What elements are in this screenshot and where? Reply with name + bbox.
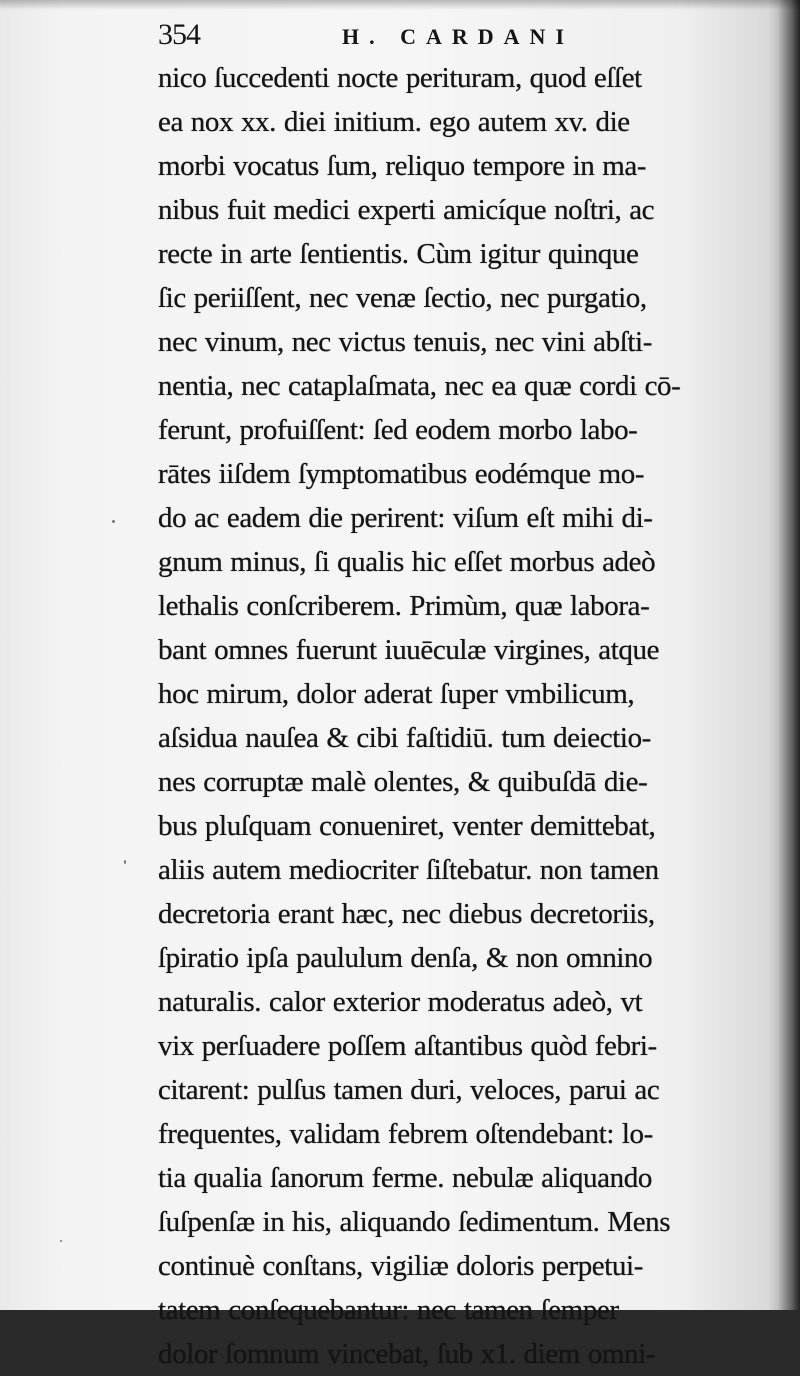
text-line: ferunt, profuiſſent: ſed eodem morbo labo- [158, 414, 638, 446]
text-line: nico ſuccedenti nocte perituram, quod eſſet [158, 62, 642, 94]
text-line: bus pluſquam conueniret, venter demittebat, [158, 810, 656, 842]
text-line: tia qualia ſanorum ferme. nebulæ aliquando [158, 1162, 652, 1194]
text-line: gnum minus, ſi qualis hic eſſet morbus adeò [158, 546, 656, 578]
page-gutter-shadow [778, 0, 800, 1310]
text-line: recte in arte ſentientis. Cùm igitur quinque [158, 238, 639, 270]
text-line: naturalis. calor exterior moderatus adeò, vt [158, 986, 643, 1018]
running-head: H. CARDANI [342, 24, 574, 49]
text-line: continuè conſtans, vigiliæ doloris perpetui- [158, 1250, 643, 1282]
text-line: morbi vocatus ſum, reliquo tempore in ma- [158, 150, 647, 182]
paper-speck [60, 1240, 62, 1242]
text-line: bant omnes fuerunt iuuēculæ virgines, atque [158, 634, 660, 666]
text-line: aſsidua nauſea & cibi faſtidiū. tum deiectio- [158, 722, 651, 754]
text-line: nes corruptæ malè olentes, & quibuſdā die- [158, 766, 648, 798]
paper-speck [112, 520, 115, 523]
text-line: decretoria erant hæc, nec diebus decretoriis, [158, 898, 655, 930]
text-line: ea nox xx. diei initium. ego autem xv. die [158, 106, 630, 138]
body-text [158, 56, 758, 1376]
text-line: do ac eadem die perirent: viſum eſt mihi di- [158, 502, 653, 534]
text-line: ſic periiſſent, nec venæ ſectio, nec purgatio, [158, 282, 647, 314]
text-line: ſuſpenſæ in his, aliquando ſedimentum. Mens [158, 1206, 671, 1238]
paper-speck [124, 860, 126, 864]
text-line: lethalis conſcriberem. Primùm, quæ labora- [158, 590, 650, 622]
top-shadow [0, 0, 800, 10]
text-line: nibus fuit medici experti amicíque noſtri, ac [158, 194, 655, 226]
text-line: dolor ſomnum vincebat, ſub x1. diem omni- [158, 1338, 656, 1370]
page-number: 354 [158, 18, 200, 51]
page-header [158, 16, 768, 56]
text-line: tatem conſequebantur: nec tamen ſemper [158, 1294, 619, 1326]
text-line: aliis autem mediocriter ſiſtebatur. non tamen [158, 854, 659, 886]
text-line: citarent: pulſus tamen duri, veloces, parui ac [158, 1074, 660, 1106]
text-line: rātes iiſdem ſymptomatibus eodémque mo- [158, 458, 645, 490]
text-line: nentia, nec cataplaſmata, nec ea quæ cordi cō- [158, 370, 681, 402]
text-line: nec vinum, nec victus tenuis, nec vini abſti- [158, 326, 652, 358]
text-line: ſpiratio ipſa paululum denſa, & non omnino [158, 942, 653, 974]
text-line: frequentes, validam febrem oſtendebant: lo- [158, 1118, 653, 1150]
text-line: vix perſuadere poſſem aſtantibus quòd febri- [158, 1030, 657, 1062]
text-line: hoc mirum, dolor aderat ſuper vmbilicum, [158, 678, 635, 710]
